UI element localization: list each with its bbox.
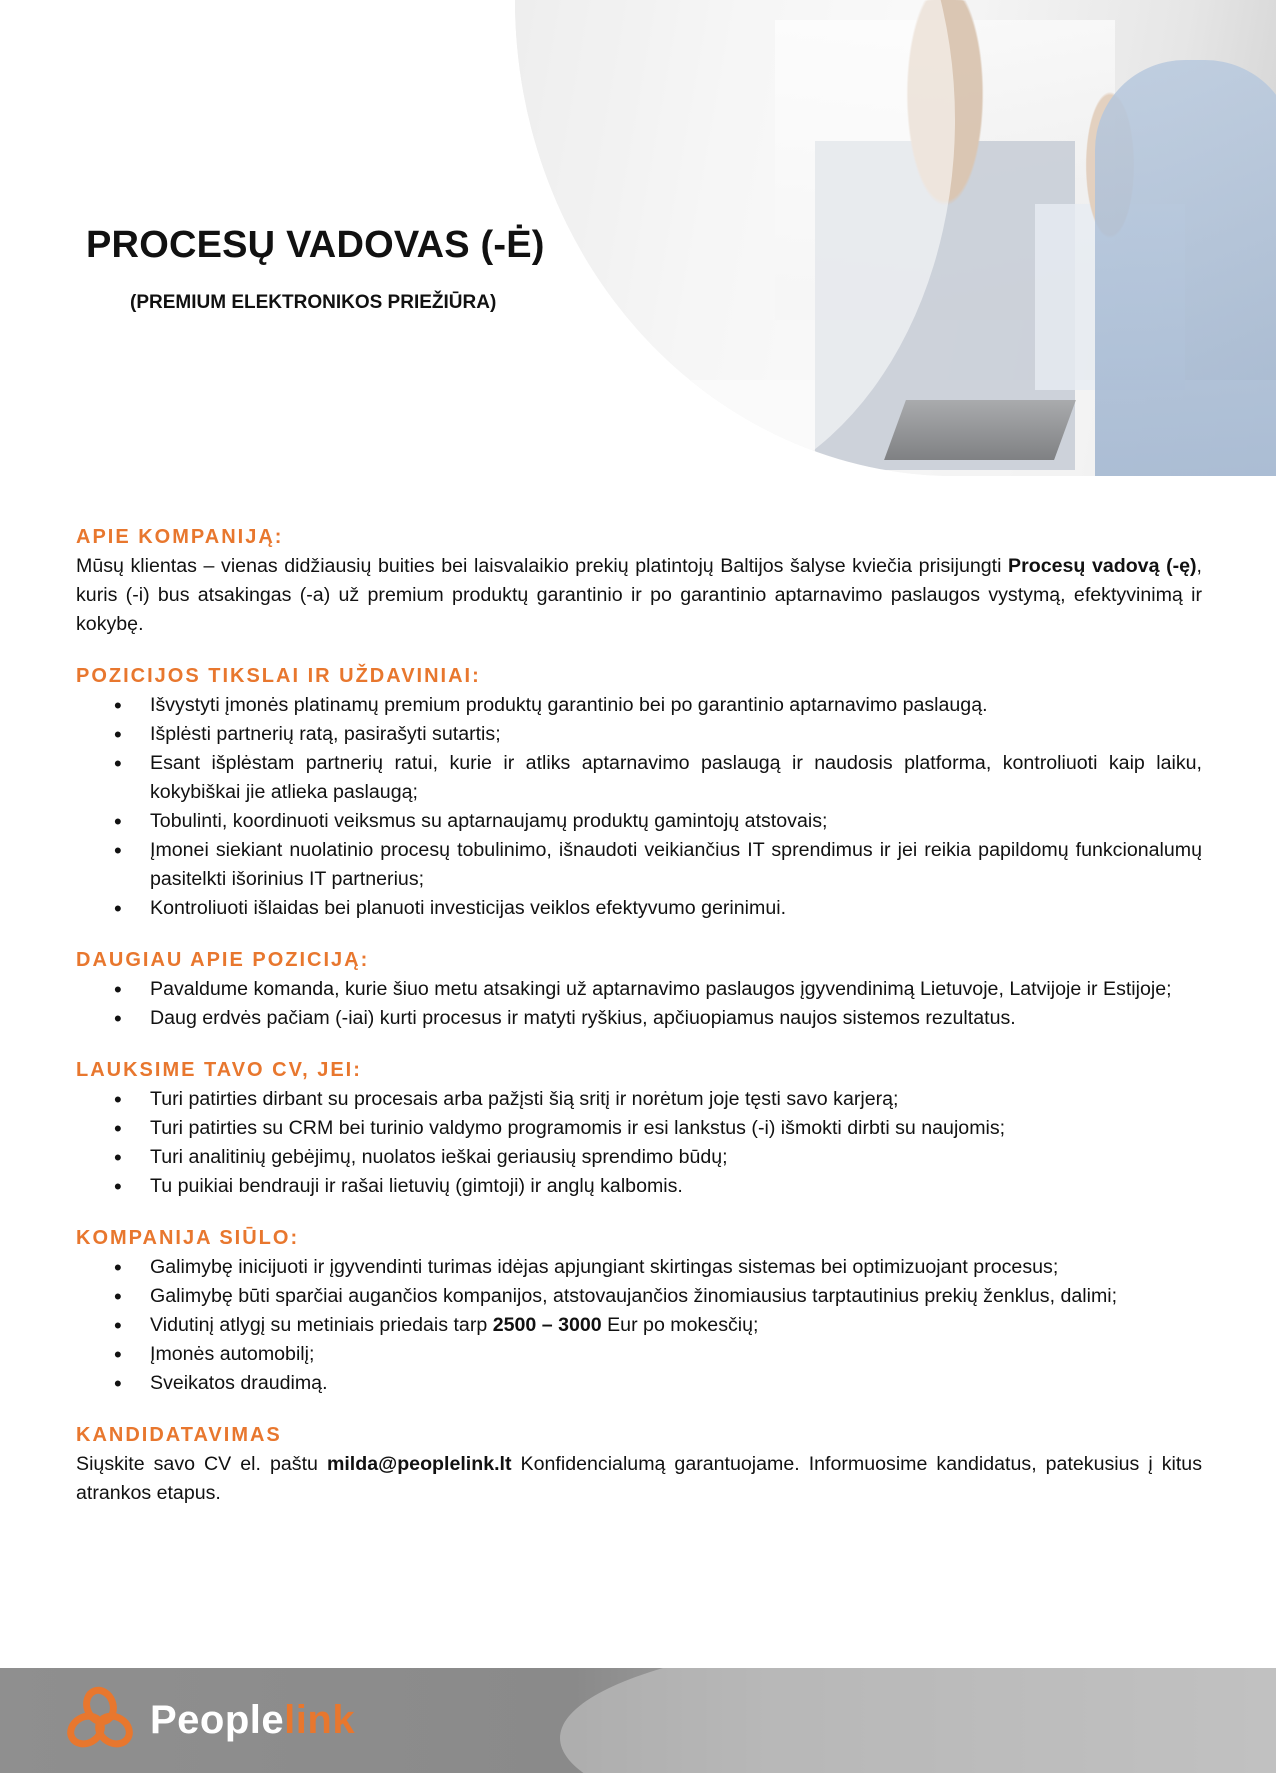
section-cv <box>76 1055 1202 1201</box>
offer-list <box>76 1253 1202 1398</box>
salary-range: 2500 – 3000 <box>492 1314 602 1336</box>
hero-person-right <box>1095 60 1276 476</box>
hero-photo <box>515 0 1276 476</box>
list-item: • Turi patirties su CRM bei turinio valdymo programomis ir esi lankstus (-i) išmokti dirbti su naujomis; <box>76 1114 1202 1143</box>
section-heading: LAUKSIME TAVO CV, JEI: <box>76 1059 362 1081</box>
list-item: • Išplėsti partnerių ratą, pasirašyti sutartis; <box>76 720 1202 749</box>
page-subtitle: (PREMIUM ELEKTRONIKOS PRIEŽIŪRA) <box>130 292 497 313</box>
list-item: • Esant išplėstam partnerių ratui, kurie ir atliks aptarnavimo paslaugą ir naudosis platforma, kontroliuoti kaip laiku, kokybiškai jie atlieka paslaugą; <box>76 749 1202 807</box>
section-offer <box>76 1223 1202 1398</box>
salary-text: Vidutinį atlygį su metiniais priedais tarp <box>150 1314 493 1336</box>
list-item: • Sveikatos draudimą. <box>76 1369 1202 1398</box>
apply-paragraph <box>76 1450 1202 1508</box>
list-item: • Turi patirties dirbant su procesais arba pažįsti šią sritį ir norėtum joje tęsti savo karjerą; <box>76 1085 1202 1114</box>
list-item: • Galimybę inicijuoti ir įgyvendinti turimas idėjas apjungiant skirtingas sistemas bei optimizuojant procesus; <box>76 1253 1202 1282</box>
peoplelink-knot-icon <box>64 1684 136 1756</box>
about-text-end: , kuris (-i) bus atsakingas (-a) už premium produktų garantinio ir po garantinio aptarnavimo paslaugos vystymą, efektyvinimą ir kokybę. <box>76 555 1202 635</box>
list-item: • Tobulinti, koordinuoti veiksmus su aptarnaujamų produktų gamintojų atstovais; <box>76 807 1202 836</box>
page-title: PROCESŲ VADOVAS (-Ė) <box>86 224 545 266</box>
footer-swoosh <box>560 1668 1276 1773</box>
about-position-name: Procesų vadovą (-ę) <box>1008 555 1197 577</box>
list-item: • Daug erdvės pačiam (-iai) kurti procesus ir matyti ryškius, apčiuopiamus naujos sistemos rezultatus. <box>76 1004 1202 1033</box>
cv-list <box>76 1085 1202 1201</box>
list-item <box>76 1311 1202 1340</box>
apply-text-end: Konfidencialumą garantuojame. Informuosime kandidatus, patekusius į kitus atrankos etapus. <box>76 1453 1203 1504</box>
section-more <box>76 945 1202 1033</box>
section-heading: KOMPANIJA SIŪLO: <box>76 1227 300 1249</box>
goals-list <box>76 691 1202 923</box>
list-item: • Turi analitinių gebėjimų, nuolatos ieškai geriausių sprendimo būdų; <box>76 1143 1202 1172</box>
more-list <box>76 975 1202 1033</box>
section-heading: APIE KOMPANIJĄ: <box>76 526 284 548</box>
list-item: • Įmonei siekiant nuolatinio procesų tobulinimo, išnaudoti veikiančius IT sprendimus ir jei reikia papildomų funkcionalumų pasitelkti išorinius IT partnerius; <box>76 836 1202 894</box>
peoplelink-wordmark <box>150 1698 355 1743</box>
contact-email: milda@peoplelink.lt <box>326 1453 512 1475</box>
apply-text: Siųskite savo CV el. paštu <box>76 1453 327 1475</box>
section-about <box>76 522 1202 639</box>
peoplelink-logo <box>64 1682 355 1758</box>
section-heading: DAUGIAU APIE POZICIJĄ: <box>76 949 370 971</box>
list-item: • Įmonės automobilį; <box>76 1340 1202 1369</box>
section-goals <box>76 661 1202 923</box>
list-item: • Kontroliuoti išlaidas bei planuoti investicijas veiklos efektyvumo gerinimui. <box>76 894 1202 923</box>
section-heading: KANDIDATAVIMAS <box>76 1424 282 1446</box>
section-apply <box>76 1420 1202 1508</box>
list-item: • Galimybę būti sparčiai augančios kompanijos, atstovaujančios žinomiausius tarptautinius prekių ženklus, dalimi; <box>76 1282 1202 1311</box>
footer-bar <box>0 1668 1276 1773</box>
job-description <box>76 522 1202 1530</box>
list-item: • Pavaldume komanda, kurie šiuo metu atsakingi už aptarnavimo paslaugos įgyvendinimą Lietuvoje, Latvijoje ir Estijoje; <box>76 975 1202 1004</box>
section-heading: POZICIJOS TIKSLAI IR UŽDAVINIAI: <box>76 665 481 687</box>
list-item: • Tu puikiai bendrauji ir rašai lietuvių (gimtoji) ir anglų kalbomis. <box>76 1172 1202 1201</box>
wordmark-people: People <box>150 1697 285 1742</box>
salary-text-end: Eur po mokesčių; <box>601 1314 759 1336</box>
hero-laptop <box>884 400 1076 460</box>
about-text: Mūsų klientas – vienas didžiausių buities bei laisvalaikio prekių platintojų Baltijos šalyse kviečia prisijungti <box>76 555 1009 577</box>
list-item: • Išvystyti įmonės platinamų premium produktų garantinio bei po garantinio aptarnavimo paslaugą. <box>76 691 1202 720</box>
about-paragraph <box>76 552 1202 639</box>
wordmark-link: link <box>284 1697 356 1742</box>
